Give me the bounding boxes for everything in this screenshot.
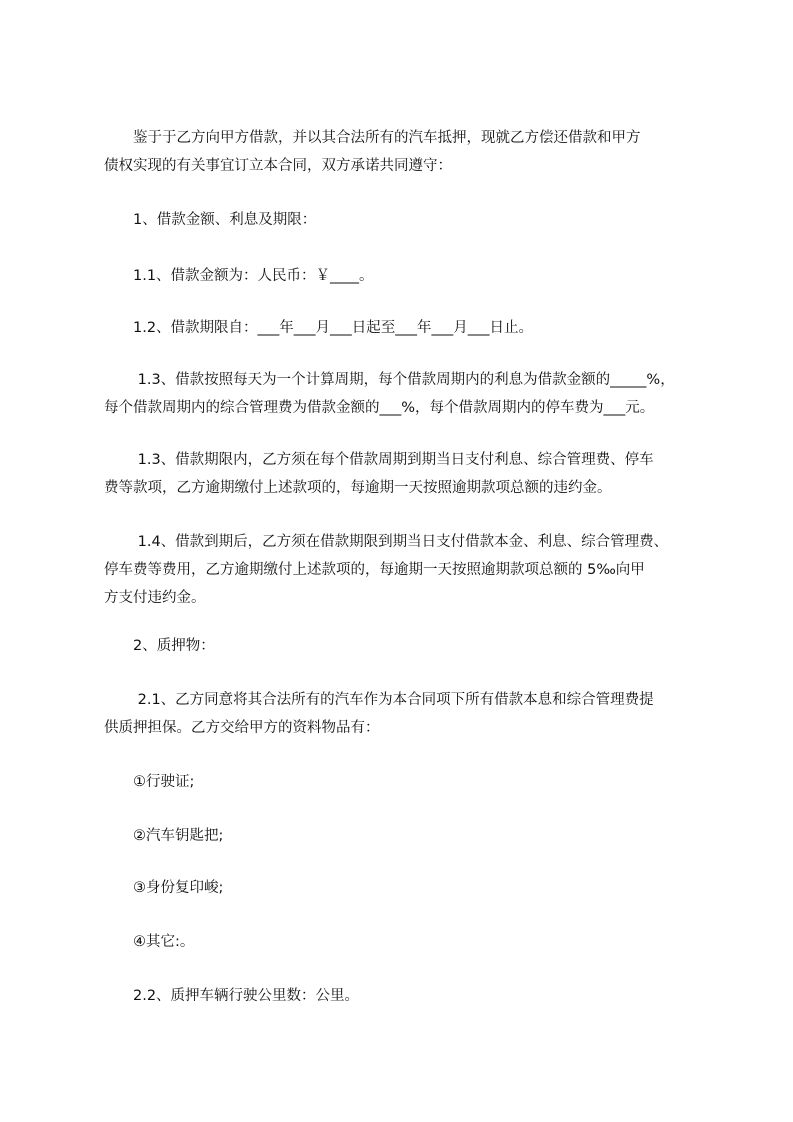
text-line: 1.1、借款金额为：人民币：￥____。 [104, 268, 374, 284]
section-heading-loan-terms [104, 206, 724, 234]
text-line: ③身份复印峻; [104, 880, 224, 896]
clause-1-3-interest [104, 366, 724, 422]
list-item-keys [104, 822, 724, 850]
text-line: 方支付违约金。 [104, 590, 206, 606]
text-line: 1.3、借款按照每天为一个计算周期，每个借款周期内的利息为借款金额的_____%， [104, 372, 675, 388]
clause-1-1-loan-amount [104, 262, 724, 290]
list-item-id-copy [104, 874, 724, 902]
text-line: 停车费等费用，乙方逾期缴付上述款项的，每逾期一天按照逾期款项总额的 5‰向甲 [104, 562, 645, 578]
text-line: 2.2、质押车辆行驶公里数：公里。 [104, 988, 360, 1004]
text-line: 1、借款金额、利息及期限： [104, 212, 317, 228]
text-line: 供质押担保。乙方交给甲方的资料物品有： [104, 720, 380, 736]
text-line: 费等款项，乙方逾期缴付上述款项的，每逾期一天按照逾期款项总额的违约金。 [104, 480, 612, 496]
text-line: 鉴于于乙方向甲方借款，并以其合法所有的汽车抵押，现就乙方偿还借款和甲方 [104, 130, 641, 146]
clause-1-3-payment [104, 446, 724, 502]
text-line: 1.2、借款期限自：___年___月___日起至___年___月___日止。 [104, 320, 534, 336]
text-line: 1.3、借款期限内，乙方须在每个借款周期到期当日支付利息、综合管理费、停车 [104, 452, 654, 468]
list-item-license [104, 768, 724, 796]
list-item-other [104, 928, 724, 956]
clause-1-2-loan-period [104, 314, 724, 342]
text-line: 1.4、借款到期后，乙方须在借款期限到期当日支付借款本金、利息、综合管理费、 [104, 534, 669, 550]
clause-2-2-mileage [104, 982, 724, 1010]
clause-1-4-maturity [104, 528, 724, 612]
text-line: 2.1、乙方同意将其合法所有的汽车作为本合同项下所有借款本息和综合管理费提 [104, 692, 654, 708]
section-heading-collateral [104, 632, 724, 660]
text-line: ②汽车钥匙把; [104, 828, 224, 844]
text-line: ④其它:。 [104, 934, 195, 950]
text-line: 每个借款周期内的综合管理费为借款金额的___%，每个借款周期内的停车费为___元。 [104, 400, 655, 416]
clause-2-1-pledge [104, 686, 724, 742]
text-line: ①行驶证; [104, 774, 195, 790]
text-line: 债权实现的有关事宜订立本合同，双方承诺共同遵守： [104, 158, 452, 174]
paragraph-intro [104, 124, 724, 180]
text-line: 2、质押物： [104, 638, 215, 654]
